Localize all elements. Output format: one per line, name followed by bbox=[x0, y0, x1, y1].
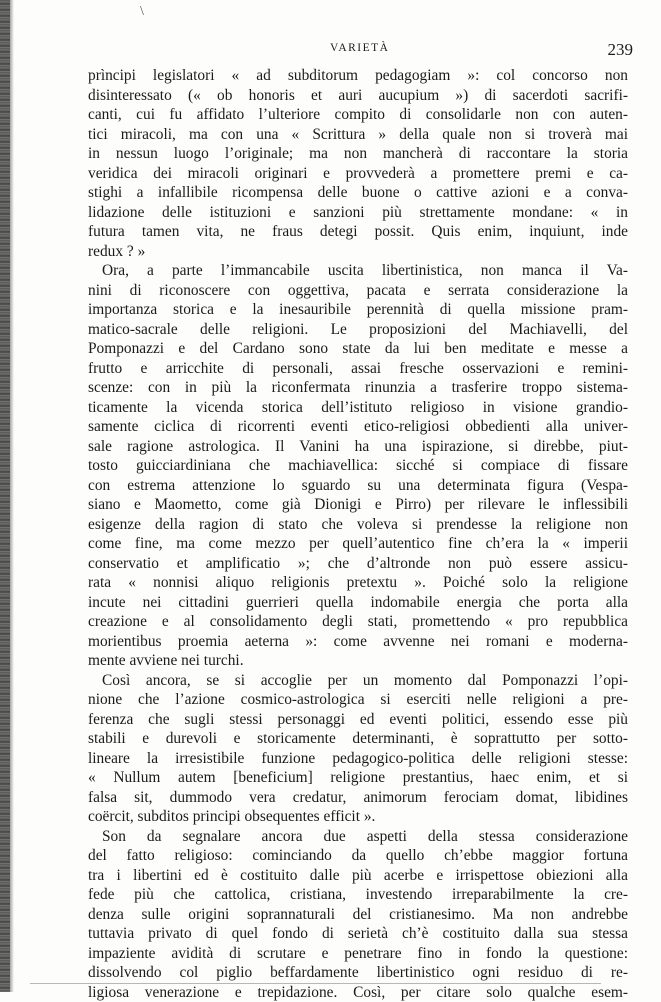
text-line: matico-sacrale delle religioni. Le proposizioni del Machiavelli, del bbox=[88, 320, 628, 340]
text-line: mente avviene nei turchi. bbox=[88, 651, 628, 671]
text-line: lidazione delle istituzioni e sanzioni più strettamente mondane: « in bbox=[88, 203, 628, 223]
text-line: frutto e arricchite di personali, assai fresche osservazioni e remini- bbox=[88, 359, 628, 379]
text-line: ticamente la vicenda storica dell’istituto religioso in visione grandio- bbox=[88, 398, 628, 418]
text-line: importanza storica e la inesauribile perennità di quella missione pram- bbox=[88, 300, 628, 320]
text-line: ligiosa venerazione e trepidazione. Così, per citare solo qualche esem- bbox=[88, 983, 628, 1002]
text-line: futura tamen vita, ne fraus detegi possit. Quis enim, inquiunt, inde bbox=[88, 222, 628, 242]
text-line: fede più che cattolica, cristiana, investendo irreparabilmente la cre- bbox=[88, 885, 628, 905]
text-line: scenze: con in più la riconfermata rinunzia a trasferire troppo sistema- bbox=[88, 378, 628, 398]
text-line: nini di riconoscere con oggettiva, pacata e serrata considerazione la bbox=[88, 281, 628, 301]
text-line: nione che l’azione cosmico-astrologica si eserciti nelle religioni a pre- bbox=[88, 690, 628, 710]
text-line: impaziente avidità di scrutare e penetrare fino in fondo la questione: bbox=[88, 944, 628, 964]
text-line: Son da segnalare ancora due aspetti della stessa considerazione bbox=[88, 827, 628, 847]
text-line: stighi a infallibile ricompensa delle buone o cattive azioni e a conva- bbox=[88, 183, 628, 203]
page-number: 239 bbox=[608, 40, 634, 60]
text-line: samente ciclica di ricorrenti eventi etico-religiosi obbedienti alla univer- bbox=[88, 417, 628, 437]
text-line: dissolvendo col piglio beffardamente libertinistico ogni residuo di re- bbox=[88, 963, 628, 983]
text-line: tra i libertini ed è costituito dalle più acerbe e irrispettose obiezioni alla bbox=[88, 866, 628, 886]
text-line: siano e Maometto, come già Dionigi e Pirro) per rilevare le inflessibili bbox=[88, 495, 628, 515]
text-line: con estrema attenzione lo sguardo su una determinata figura (Vespa- bbox=[88, 476, 628, 496]
running-head: VARIETÀ bbox=[330, 42, 389, 54]
text-line: denza sulle origini soprannaturali del cristianesimo. Ma non andrebbe bbox=[88, 905, 628, 925]
text-line: rata « nonnisi aliquo religionis pretextu ». Poiché solo la religione bbox=[88, 573, 628, 593]
text-line: morientibus proemia aeterna »: come avvenne nei romani e moderna- bbox=[88, 632, 628, 652]
text-line: lineare la irresistibile funzione pedagogico-politica delle religioni stesse: bbox=[88, 749, 628, 769]
text-line: incute nei cittadini guerrieri quella indomabile energia che porta alla bbox=[88, 593, 628, 613]
book-binding-edge bbox=[0, 0, 10, 992]
scan-speck: \ bbox=[140, 4, 144, 20]
text-line: ferenza che sugli stessi personaggi ed eventi politici, essendo esse più bbox=[88, 710, 628, 730]
text-line: prìncipi legislatori « ad subditorum pedagogiam »: col concorso non bbox=[88, 66, 628, 86]
text-line: disinteressato (« ob honoris et auri aucupium ») di sacerdoti sacrifi- bbox=[88, 86, 628, 106]
binding-shadow bbox=[10, 0, 14, 992]
text-line: sale ragione astrologica. Il Vanini ha una ispirazione, si direbbe, piut- bbox=[88, 437, 628, 457]
text-line: Così ancora, se si accoglie per un momento dal Pomponazzi l’opi- bbox=[88, 671, 628, 691]
text-line: stabili e durevoli e storicamente determinanti, è soprattutto per sotto- bbox=[88, 729, 628, 749]
text-line: del fatto religioso: cominciando da quello ch’ebbe maggior fortuna bbox=[88, 846, 628, 866]
text-line: tici miracoli, ma con una « Scrittura » della quale non si troverà mai bbox=[88, 125, 628, 145]
text-line: falsa sit, dummodo vera credatur, animorum ferociam domat, libidines bbox=[88, 788, 628, 808]
text-line: Ora, a parte l’immancabile uscita libertinistica, non manca il Va- bbox=[88, 261, 628, 281]
text-line: veridica dei miracoli originari e provvederà a promettere premi e ca- bbox=[88, 164, 628, 184]
text-line: in nessun luogo l’originale; ma non mancherà di raccontare la storia bbox=[88, 144, 628, 164]
text-line: canti, cui fu affidato l’ulteriore compito di consolidarle non con auten- bbox=[88, 105, 628, 125]
body-text bbox=[88, 66, 628, 1002]
text-line: redux ? » bbox=[88, 242, 628, 262]
text-line: conservatio et amplificatio »; che d’altronde non può essere assicu- bbox=[88, 554, 628, 574]
text-line: Pomponazzi e del Cardano sono state da lui ben meditate e messe a bbox=[88, 339, 628, 359]
text-line: esigenze della ragion di stato che voleva si prendesse la religione non bbox=[88, 515, 628, 535]
page-bottom-edge bbox=[30, 983, 601, 984]
text-line: coërcit, subditos principi obsequentes efficit ». bbox=[88, 807, 628, 827]
text-line: tuttavia privato di quel fondo di serietà ch’è costituito dalla sua stessa bbox=[88, 924, 628, 944]
text-line: « Nullum autem [beneficium] religione prestantius, haec enim, et si bbox=[88, 768, 628, 788]
text-line: creazione e al consolidamento degli stati, promettendo « pro repubblica bbox=[88, 612, 628, 632]
text-line: come fine, ma come mezzo per quell’autentico fine ch’era la « imperii bbox=[88, 534, 628, 554]
text-line: tosto guicciardiniana che machiavellica: sicché si compiace di fissare bbox=[88, 456, 628, 476]
